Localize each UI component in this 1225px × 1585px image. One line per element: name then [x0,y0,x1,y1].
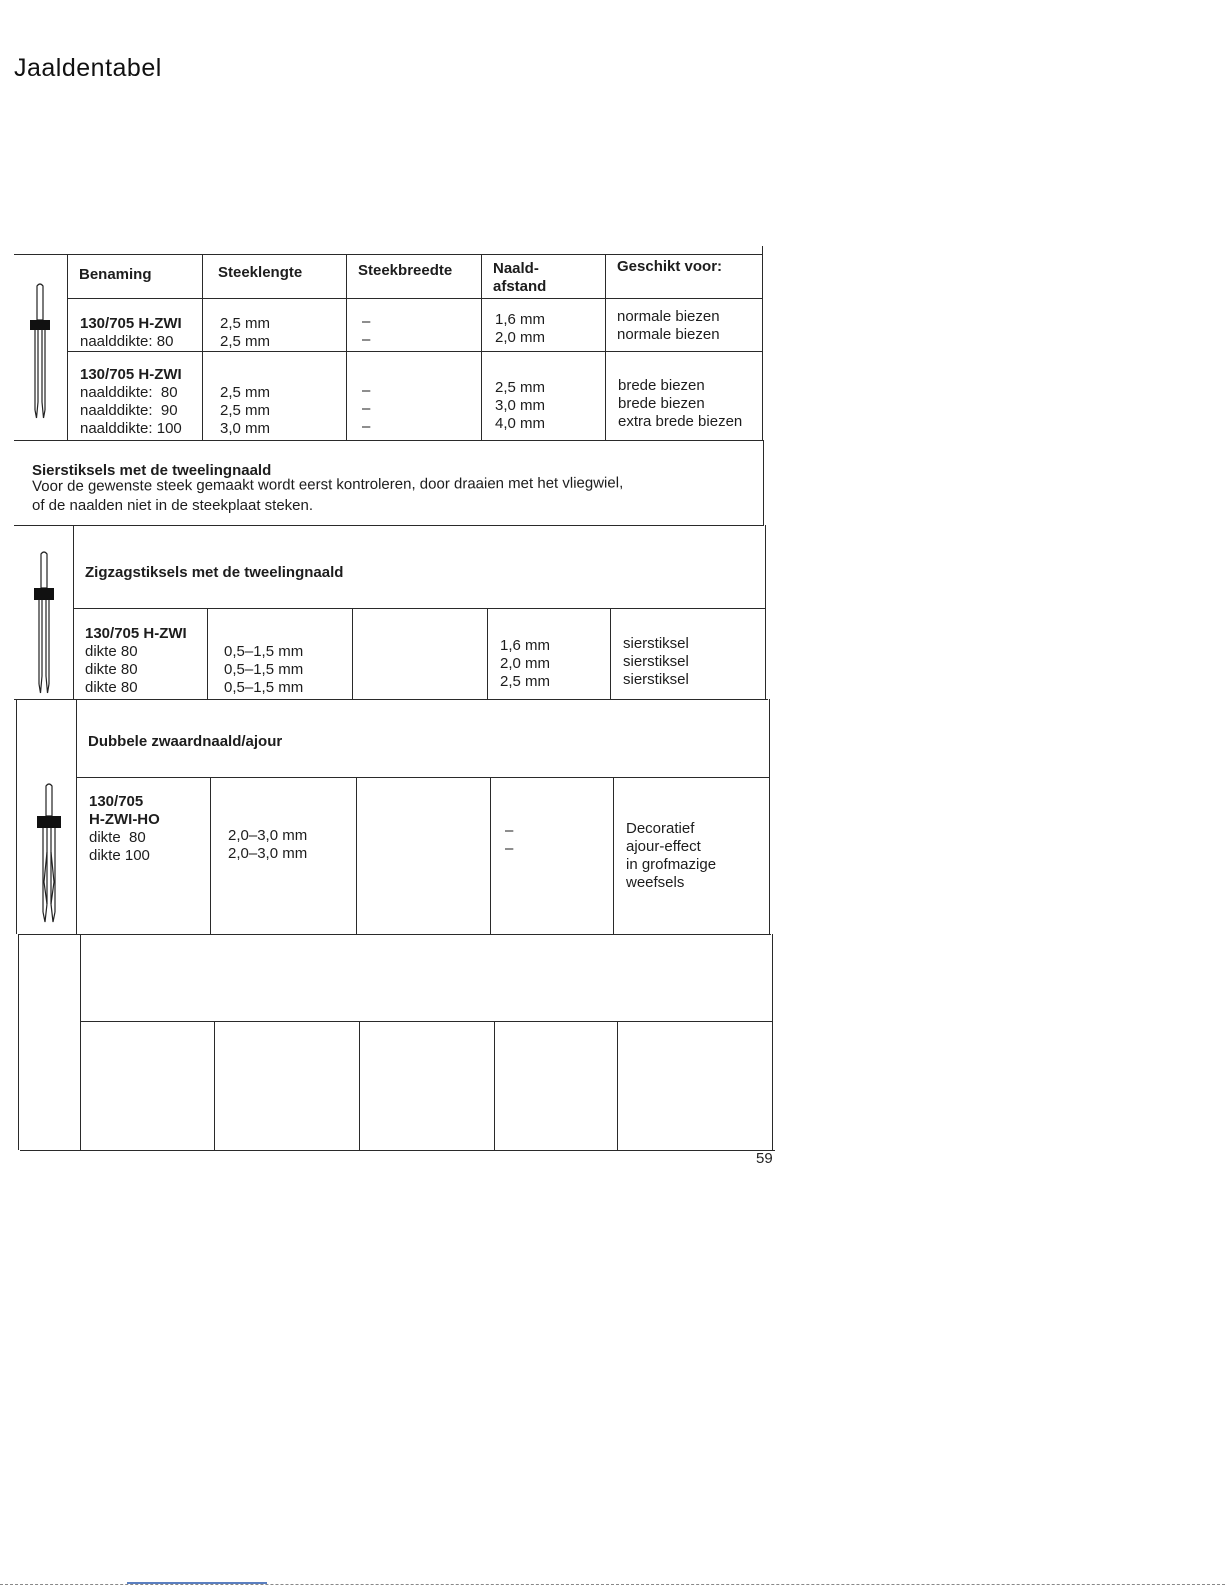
zigzag-heading: Zigzagstiksels met de tweelingnaald [85,564,344,581]
ajour-geschikt: Decoratief ajour-effect in grofmazige weefsels [626,820,717,891]
twin-needle-icon [28,550,60,698]
group1-steeklengte: 2,5 mm 2,5 mm [220,315,271,350]
zigzag-afstand: 1,6 mm 2,0 mm 2,5 mm [500,637,551,690]
group2-steekbreedte: – – – [362,382,371,435]
ajour-sub: dikte 80 dikte 100 [89,829,150,864]
header-geschikt-voor: Geschikt voor: [617,258,723,275]
group2-steeklengte: 2,5 mm 2,5 mm 3,0 mm [220,384,271,437]
ajour-name: 130/705 H-ZWI-HO [89,793,160,828]
group1-sub: naalddikte: 80 [80,333,174,350]
header-benaming: Benaming [79,266,152,283]
header-naaldafstand: Naald- afstand [493,260,547,295]
twin-needle-icon [24,282,56,422]
group2-geschikt: brede biezen brede biezen extra brede biezen [618,377,743,430]
header-steekbreedte: Steekbreedte [358,262,453,279]
zigzag-steeklengte: 0,5–1,5 mm 0,5–1,5 mm 0,5–1,5 mm [224,643,304,696]
group2-name: 130/705 H-ZWI [80,366,182,383]
page-number: 59 [756,1150,773,1167]
ajour-steeklengte: 2,0–3,0 mm 2,0–3,0 mm [228,827,308,862]
page-title: Jaaldentabel [14,54,162,82]
group1-geschikt: normale biezen normale biezen [617,308,720,343]
ajour-afstand: – – [505,822,514,857]
group2-sub: naalddikte: 80 naalddikte: 90 naalddikte: 100 [80,384,182,437]
note-title: Sierstiksels met de tweelingnaald [32,462,272,479]
footer-link-underline [127,1582,267,1584]
group1-steekbreedte: – – [362,313,371,348]
zigzag-name: 130/705 H-ZWI [85,625,187,642]
note-line-2: of de naalden niet in de steekplaat steken. [32,497,314,514]
group1-name: 130/705 H-ZWI [80,315,182,332]
zigzag-sub: dikte 80 dikte 80 dikte 80 [85,643,138,696]
group2-afstand: 2,5 mm 3,0 mm 4,0 mm [495,379,546,432]
wing-twin-needle-icon [32,782,66,926]
group1-afstand: 1,6 mm 2,0 mm [495,311,546,346]
ajour-heading: Dubbele zwaardnaald/ajour [88,733,283,750]
header-steeklengte: Steeklengte [218,264,303,281]
zigzag-geschikt: sierstiksel sierstiksel sierstiksel [623,635,689,688]
note-line-1: Voor de gewenste steek gemaakt wordt eerst kontroleren, door draaien met het vliegwiel, [32,474,624,495]
